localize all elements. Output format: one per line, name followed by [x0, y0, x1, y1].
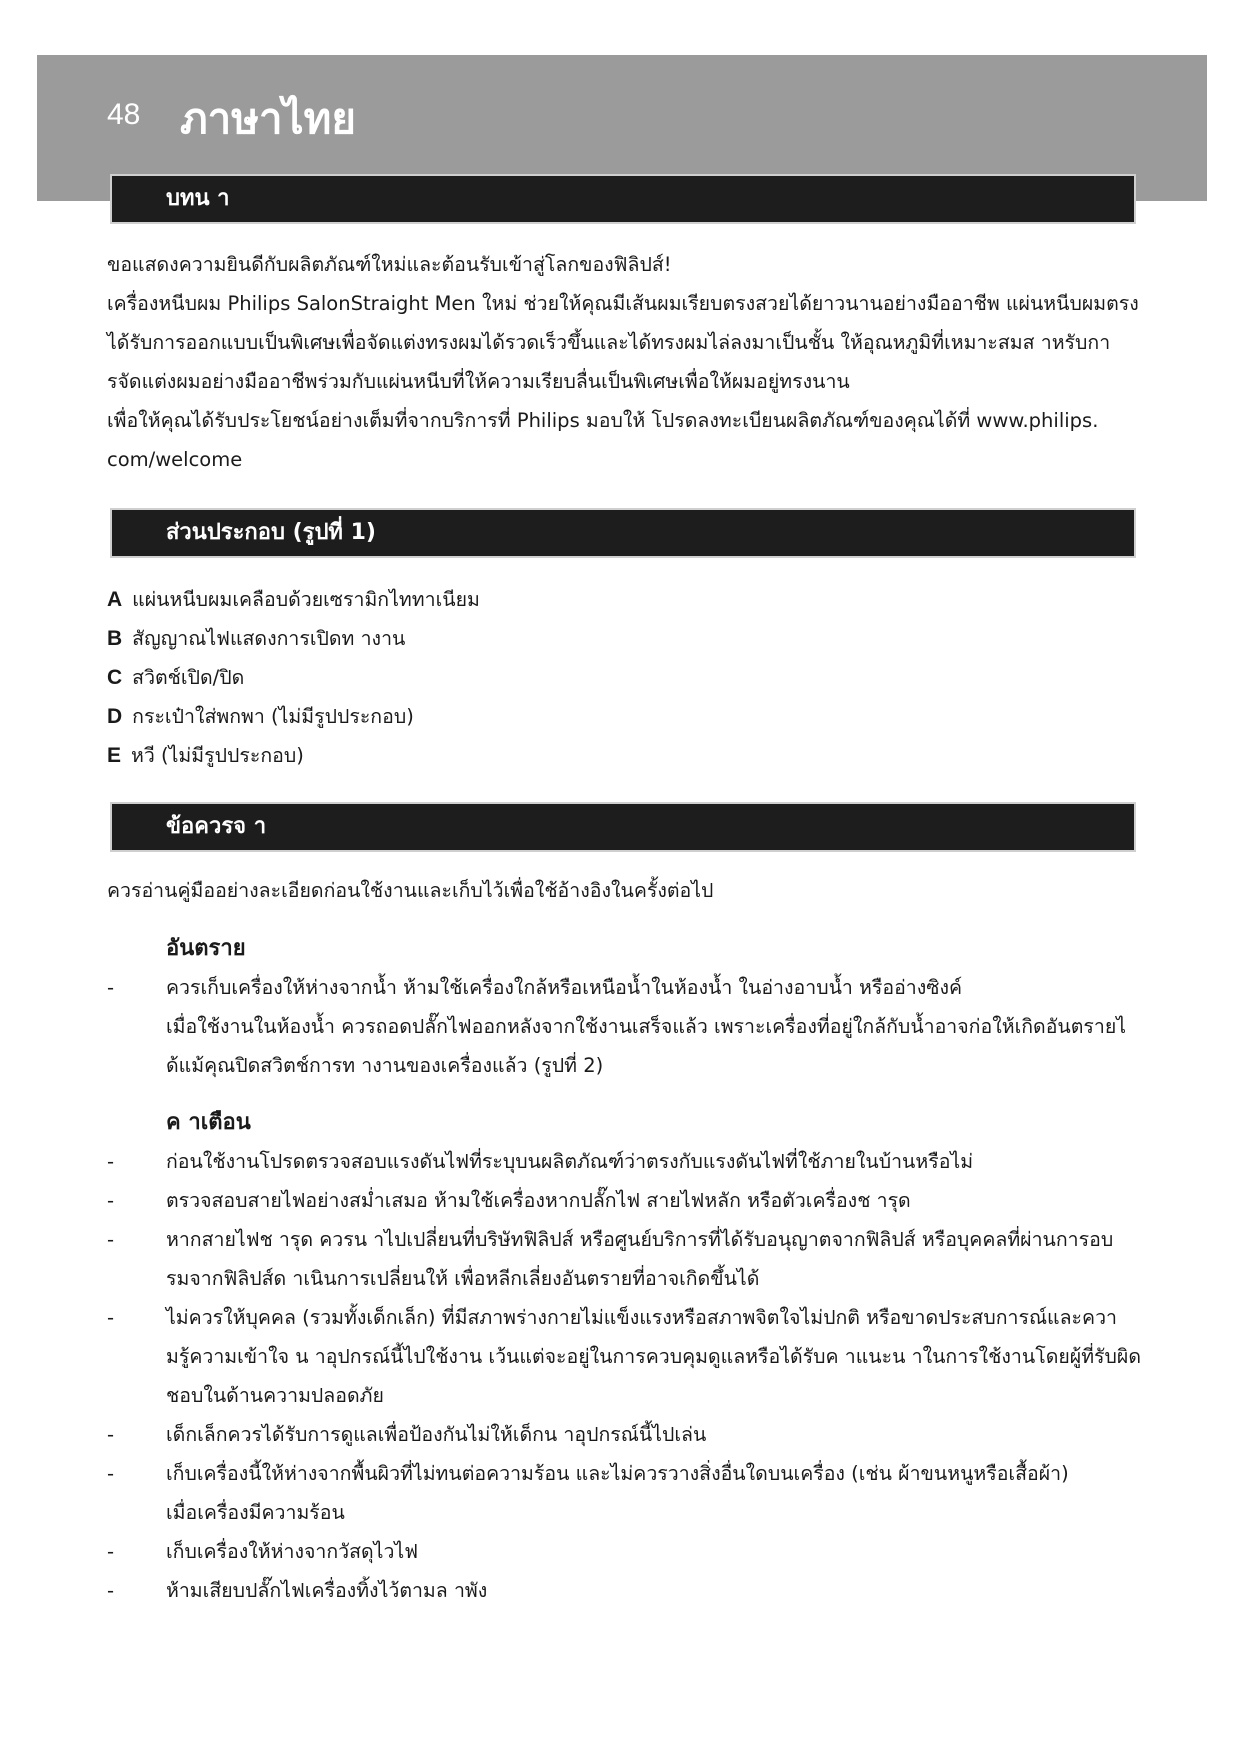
warning-heading: ค าเตือน [166, 1110, 251, 1135]
warning-item [107, 1415, 1147, 1454]
component-item [107, 658, 480, 697]
bullet-dash: - [107, 1306, 115, 1329]
warning-item [107, 1220, 1147, 1298]
bullet-dash: - [107, 1462, 115, 1485]
warning-item [107, 1181, 1147, 1220]
danger-heading: อันตราย [166, 936, 246, 961]
intro-line: ขอแสดงความยินดีกับผลิตภัณฑ์ใหม่และต้อนรับเข้าสู่โลกของฟิลิปส์! [107, 253, 672, 276]
component-letter: E [107, 744, 122, 767]
bullet-line: เด็กเล็กควรได้รับการดูแลเพื่อป้องกันไม่ให้เด็กน าอุปกรณ์นี้ไปเล่น [166, 1423, 707, 1446]
intro-line: รจัดแต่งผมอย่างมืออาชีพร่วมกับแผ่นหนีบที่ให้ความเรียบลื่นเป็นพิเศษเพื่อให้ผมอยู่ทรงนาน [107, 370, 850, 393]
bullet-dash: - [107, 1579, 115, 1602]
bullet-dash: - [107, 976, 115, 999]
bullet-line: ห้ามเสียบปลั๊กไฟเครื่องทิ้งไว้ตามล าพัง [166, 1579, 488, 1602]
bullet-line: มรู้ความเข้าใจ น าอุปกรณ์นี้ไปใช้งาน เว้นแต่จะอยู่ในการควบคุมดูแลหรือได้รับค าแนะน าในการใช้งานโดยผู้ที่รับผิด [166, 1345, 1141, 1368]
component-item [107, 619, 480, 658]
intro-line: เครื่องหนีบผม Philips SalonStraight Men ใหม่ ช่วยให้คุณมีเส้นผมเรียบตรงสวยได้ยาวนานอย่างมืออาชีพ แผ่นหนีบผมตรง [107, 292, 1139, 315]
section-heading-introduction: บทน า [110, 174, 1136, 224]
warning-list [107, 1142, 1147, 1610]
component-letter: D [107, 705, 123, 728]
component-item [107, 580, 480, 619]
component-text: สวิตช์เปิด/ปิด [132, 666, 245, 689]
bullet-dash: - [107, 1150, 115, 1173]
components-list [107, 580, 480, 775]
bullet-line: ด้แม้คุณปิดสวิตช์การท างานของเครื่องแล้ว (รูปที่ 2) [166, 1054, 604, 1077]
bullet-dash: - [107, 1228, 115, 1251]
component-item [107, 697, 480, 736]
intro-line: com/welcome [107, 448, 243, 471]
introduction-text [107, 245, 1137, 479]
section-heading-components: ส่วนประกอบ (รูปที่ 1) [110, 508, 1136, 558]
bullet-line: เมื่อใช้งานในห้องน้ำ ควรถอดปลั๊กไฟออกหลังจากใช้งานเสร็จแล้ว เพราะเครื่องที่อยู่ใกล้กับน้ำอาจก่อให้เกิดอันตรายไ [166, 1015, 1127, 1038]
page-number: 48 [107, 98, 141, 131]
component-text: หวี (ไม่มีรูปประกอบ) [131, 744, 304, 767]
component-letter: C [107, 666, 123, 689]
component-text: แผ่นหนีบผมเคลือบด้วยเซรามิกไททาเนียม [132, 588, 480, 611]
bullet-line: ชอบในด้านความปลอดภัย [166, 1384, 384, 1407]
component-letter: B [107, 627, 123, 650]
intro-line: ได้รับการออกแบบเป็นพิเศษเพื่อจัดแต่งทรงผมได้รวดเร็วขึ้นและได้ทรงผมไล่ลงมาเป็นชั้น ให้อุณหภูมิที่เหมาะสมส าหรับกา [107, 331, 1111, 354]
section-heading-important: ข้อควรจ า [110, 802, 1136, 852]
component-text: สัญญาณไฟแสดงการเปิดท างาน [132, 627, 406, 650]
bullet-dash: - [107, 1423, 115, 1446]
bullet-line: ก่อนใช้งานโปรดตรวจสอบแรงดันไฟที่ระบุบนผลิตภัณฑ์ว่าตรงกับแรงดันไฟที่ใช้ภายในบ้านหรือไม่ [166, 1150, 974, 1173]
language-title: ภาษาไทย [180, 94, 356, 143]
important-intro [107, 871, 1137, 910]
bullet-dash: - [107, 1540, 115, 1563]
intro-line: เพื่อให้คุณได้รับประโยชน์อย่างเต็มที่จากบริการที่ Philips มอบให้ โปรดลงทะเบียนผลิตภัณฑ์ของคุณได้ที่ www.philips. [107, 409, 1099, 432]
warning-item [107, 1532, 1147, 1571]
important-intro-line: ควรอ่านคู่มืออย่างละเอียดก่อนใช้งานและเก็บไว้เพื่อใช้อ้างอิงในครั้งต่อไป [107, 879, 714, 902]
bullet-line: ตรวจสอบสายไฟอย่างสม่ำเสมอ ห้ามใช้เครื่องหากปลั๊กไฟ สายไฟหลัก หรือตัวเครื่องช ารุด [166, 1189, 911, 1212]
bullet-line: ควรเก็บเครื่องให้ห่างจากน้ำ ห้ามใช้เครื่องใกล้หรือเหนือน้ำในห้องน้ำ ในอ่างอาบน้ำ หรืออ่างซิงค์ [166, 976, 963, 999]
bullet-dash: - [107, 1189, 115, 1212]
component-item [107, 736, 480, 775]
component-letter: A [107, 588, 123, 611]
component-text: กระเป๋าใส่พกพา (ไม่มีรูปประกอบ) [132, 705, 414, 728]
danger-list [107, 968, 1147, 1085]
bullet-line: หากสายไฟช ารุด ควรน าไปเปลี่ยนที่บริษัทฟิลิปส์ หรือศูนย์บริการที่ได้รับอนุญาตจากฟิลิปส์ หรือบุคคลที่ผ่านการอบ [166, 1228, 1114, 1251]
bullet-line: รมจากฟิลิปส์ด าเนินการเปลี่ยนให้ เพื่อหลีกเลี่ยงอันตรายที่อาจเกิดขึ้นได้ [166, 1267, 760, 1290]
bullet-line: เก็บเครื่องนี้ให้ห่างจากพื้นผิวที่ไม่ทนต่อความร้อน และไม่ควรวางสิ่งอื่นใดบนเครื่อง (เช่น ผ้าขนหนูหรือเสื้อผ้า) [166, 1462, 1069, 1485]
warning-item [107, 1454, 1147, 1532]
bullet-line: ไม่ควรให้บุคคล (รวมทั้งเด็กเล็ก) ที่มีสภาพร่างกายไม่แข็งแรงหรือสภาพจิตใจไม่ปกติ หรือขาดประสบการณ์และควา [166, 1306, 1117, 1329]
warning-item [107, 1298, 1147, 1415]
danger-item [107, 968, 1147, 1085]
warning-item [107, 1571, 1147, 1610]
warning-item [107, 1142, 1147, 1181]
bullet-line: เมื่อเครื่องมีความร้อน [166, 1501, 345, 1524]
bullet-line: เก็บเครื่องให้ห่างจากวัสดุไวไฟ [166, 1540, 419, 1563]
